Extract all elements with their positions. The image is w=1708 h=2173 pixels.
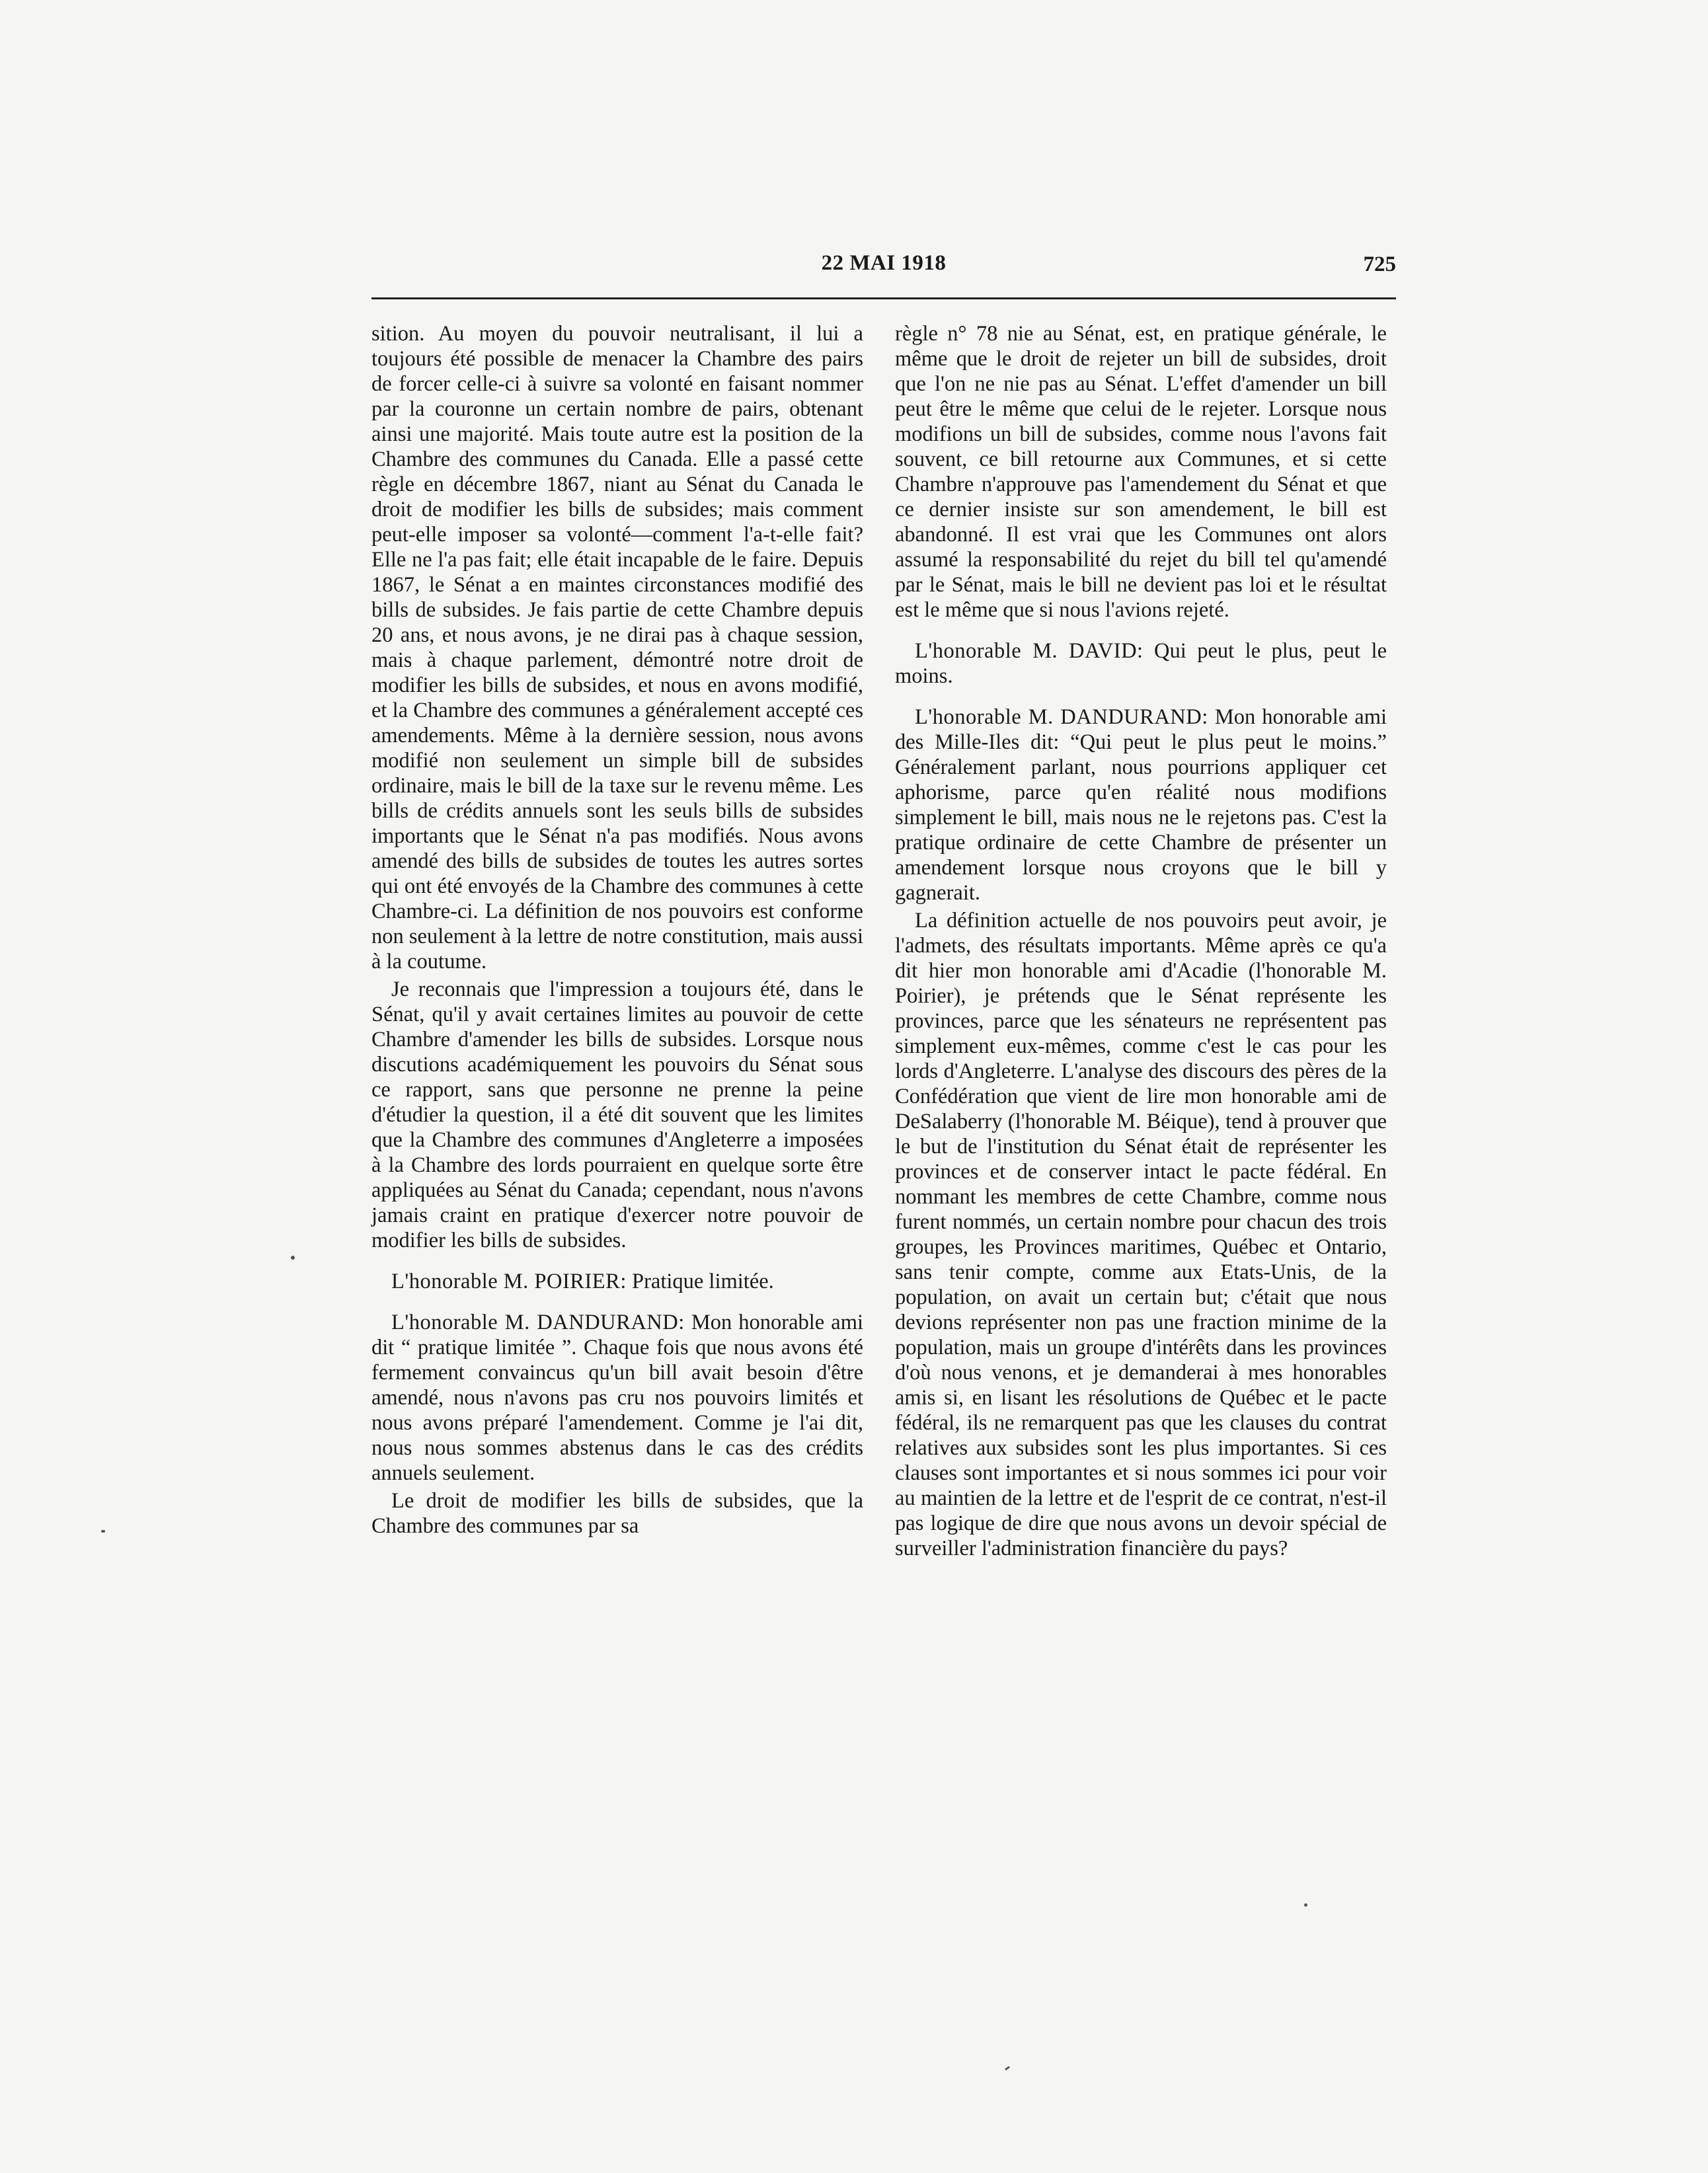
left-column xyxy=(371,321,863,1539)
paragraph: sition. Au moyen du pouvoir neutralisant, il lui a toujours été possible de menacer la Chambre des pairs de forcer celle-ci à suivre sa volonté en faisant nommer par la couronne un certain nombre de pairs, obtenant ainsi une majorité. Mais toute autre est la position de la Chambre des communes du Canada. Elle a passé cette règle en décembre 1867, niant au Sénat du Canada le droit de modifier les bills de subsides; mais comment peut-elle imposer sa volonté—comment l'a-t-elle fait? Elle ne l'a pas fait; elle était incapable de le faire. Depuis 1867, le Sénat a en maintes circonstances modifié des bills de subsides. Je fais partie de cette Chambre depuis 20 ans, et nous avons, je ne dirai pas à chaque session, mais à chaque parlement, démontré notre droit de modifier les bills de subsides, et nous en avons modifié, et la Chambre des communes a généralement accepté ces amendements. Même à la dernière session, nous avons modifié non seulement un simple bill de subsides ordinaire, mais le bill de la taxe sur le revenu même. Les bills de crédits annuels sont les seuls bills de subsides importants que le Sénat n'a pas modifiés. Nous avons amendé des bills de subsides de toutes les autres sortes qui ont été envoyés de la Chambre des communes à cette Chambre-ci. La définition de nos pouvoirs est conforme non seulement à la lettre de notre constitution, mais aussi à la coutume. xyxy=(371,322,863,973)
speaker-name: L'honorable M. POIRIER: xyxy=(391,1270,627,1293)
paragraph: La définition actuelle de nos pouvoirs peut avoir, je l'admets, des résultats importants. Même après ce qu'a dit hier mon honorable ami d'Acadie (l'honorable M. Poirier), je prétends que le Sénat représente les provinces, parce que les sénateurs ne représentent pas simplement eux-mêmes, comme c'est le cas pour les lords d'Angleterre. L'analyse des discours des pères de la Confédération que vient de lire mon honorable ami de DeSalaberry (l'honorable M. Béique), tend à prouver que le but de l'institution du Sénat était de représenter les provinces et de conserver intact le pacte fédéral. En nommant les membres de cette Chambre, comme nous furent nommés, un certain nombre pour chacun des trois groupes, les Provinces maritimes, Québec et Ontario, sans tenir compte, comme aux Etats-Unis, de la population, on avait un certain but; c'était que nous devions représenter non pas une fraction minime de la population, mais un groupe d'intérêts dans les provinces d'où nous venons, et je demanderai à mes honorables amis si, en lisant les résolutions de Québec et le pacte fédéral, ils ne remarquent pas que les clauses du contrat relatives aux subsides sont les plus importantes. Si ces clauses sont importantes et si nous sommes ici pour voir au maintien de la lettre et de l'esprit de ce contrat, n'est-il pas logique de dire que nous avons un devoir spécial de surveiller l'administration financière du pays? xyxy=(895,909,1387,1560)
header-rule xyxy=(371,297,1396,299)
speech-poirier xyxy=(371,1269,863,1294)
scan-speck xyxy=(1005,2066,1010,2071)
page-number: 725 xyxy=(1363,252,1396,276)
speech-dandurand xyxy=(895,705,1387,905)
speaker-name: L'honorable M. DANDURAND: xyxy=(391,1311,685,1334)
right-column xyxy=(895,321,1387,1561)
speaker-name: L'honorable M. DAVID: xyxy=(915,639,1144,663)
paragraph: Le droit de modifier les bills de subsides, que la Chambre des communes par sa xyxy=(371,1489,863,1538)
page-header xyxy=(371,251,1396,286)
page-date: 22 MAI 1918 xyxy=(821,251,947,275)
paragraph: règle n° 78 nie au Sénat, est, en pratique générale, le même que le droit de rejeter un bill de subsides, droit que l'on ne nie pas au Sénat. L'effet d'amender un bill peut être le même que celui de le rejeter. Lorsque nous modifions un bill de subsides, comme nous l'avons fait souvent, ce bill retourne aux Communes, et si cette Chambre n'approuve pas l'amendement du Sénat et que ce dernier insiste sur son amendement, le bill est abandonné. Il est vrai que les Communes ont alors assumé la responsabilité du rejet du bill tel qu'amendé par le Sénat, mais le bill ne devient pas loi et le résultat est le même que si nous l'avions rejeté. xyxy=(895,322,1387,622)
scan-speck xyxy=(101,1530,105,1533)
scan-speck xyxy=(1304,1903,1307,1907)
speech-text: Pratique limitée. xyxy=(632,1270,774,1293)
speech-dandurand xyxy=(371,1310,863,1486)
speech-text: Mon honorable ami dit “ pratique limitée ”. Chaque fois que nous avons été fermement convaincus qu'un bill avait besoin d'être amendé, nous n'avons pas cru nos pouvoirs limités et nous avons préparé l'amendement. Comme je l'ai dit, nous nous sommes abstenus dans le cas des crédits annuels seulement. xyxy=(371,1311,864,1485)
paragraph: Je reconnais que l'impression a toujours été, dans le Sénat, qu'il y avait certaines limites au pouvoir de cette Chambre d'amender les bills de subsides. Lorsque nous discutions académiquement les pouvoirs du Sénat sous ce rapport, sans que personne ne prenne la peine d'étudier la question, il a été dit souvent que les limites que la Chambre des communes d'Angleterre a imposées à la Chambre des lords pourraient en quelque sorte être appliquées au Sénat du Canada; cependant, nous n'avons jamais craint en pratique d'exercer notre pouvoir de modifier les bills de subsides. xyxy=(371,977,863,1252)
scan-speck xyxy=(291,1256,295,1260)
speech-david xyxy=(895,638,1387,689)
speaker-name: L'honorable M. DANDURAND: xyxy=(915,705,1208,729)
speech-text: Qui peut le plus, peut le moins. xyxy=(895,639,1387,688)
speech-text: Mon honorable ami des Mille-Iles dit: “Qui peut le plus peut le moins.” Généralement parlant, nous pourrions appliquer cet aphorisme, parce qu'en réalité nous modifions simplement le bill, mais nous ne le rejetons pas. C'est la pratique ordinaire de cette Chambre de présenter un amendement lorsque nous croyons que le bill y gagnerait. xyxy=(895,705,1387,905)
